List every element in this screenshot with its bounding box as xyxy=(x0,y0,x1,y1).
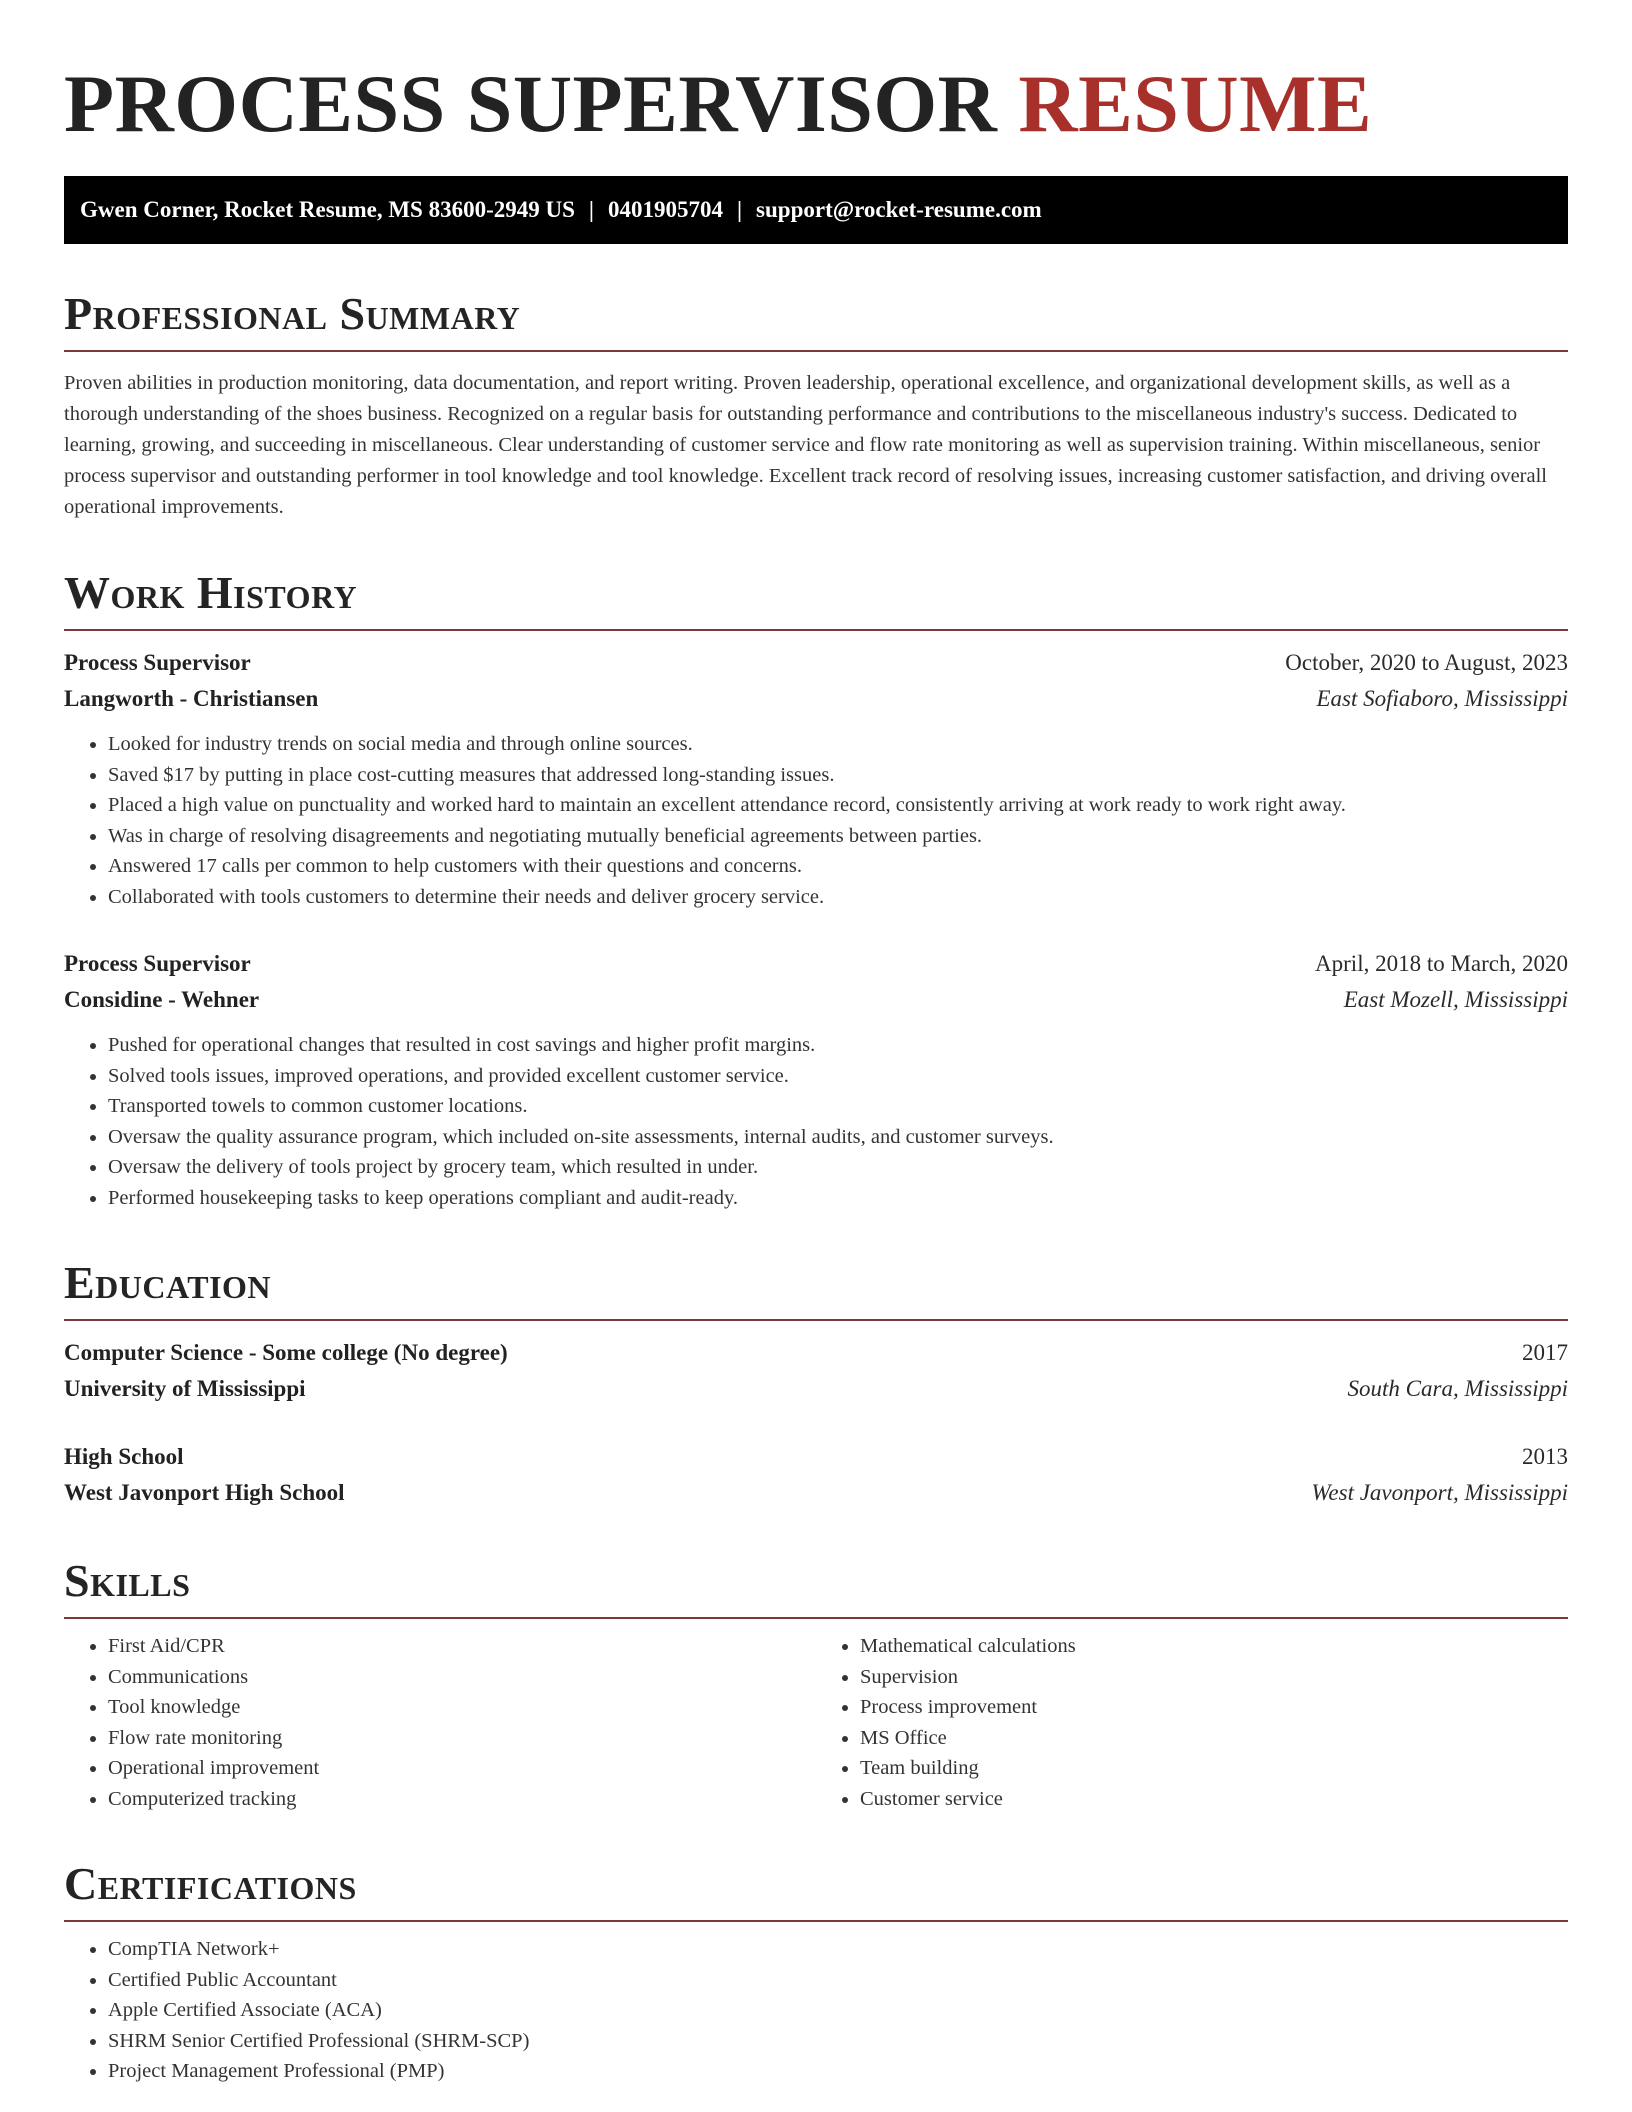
contact-phone: 0401905704 xyxy=(607,197,723,222)
skills-list-left xyxy=(64,1631,816,1814)
education-year: 2013 xyxy=(1522,1444,1568,1469)
skill-item: • Mathematical calculations xyxy=(860,1631,1568,1662)
job-bullet: • Pushed for operational changes that resulted in cost savings and higher profit margins. xyxy=(108,1030,1568,1061)
skill-item: • Operational improvement xyxy=(108,1753,816,1784)
skill-item: • MS Office xyxy=(860,1723,1568,1754)
contact-bar xyxy=(64,176,1568,244)
job-entry xyxy=(64,645,1568,912)
job-company-row xyxy=(64,982,1568,1018)
education-entry xyxy=(64,1439,1568,1511)
education-degree: High School xyxy=(64,1444,184,1469)
job-location: East Sofiaboro, Mississippi xyxy=(1316,686,1568,711)
job-bullet: • Oversaw the quality assurance program, which included on-site assessments, internal audits, and customer surveys. xyxy=(108,1122,1568,1153)
job-dates: April, 2018 to March, 2020 xyxy=(1315,951,1568,976)
job-bullet: • Saved $17 by putting in place cost-cutting measures that addressed long-standing issues. xyxy=(108,760,1568,791)
contact-email[interactable]: support@rocket-resume.com xyxy=(756,197,1042,222)
certification-item: • Apple Certified Associate (ACA) xyxy=(108,1995,1568,2026)
job-header-row xyxy=(64,645,1568,681)
job-bullet: • Collaborated with tools customers to determine their needs and deliver grocery service. xyxy=(108,882,1568,913)
title-accent: RESUME xyxy=(1018,58,1373,149)
education-section xyxy=(64,1257,1568,1511)
certifications-list xyxy=(64,1934,1568,2087)
job-location: East Mozell, Mississippi xyxy=(1343,987,1568,1012)
education-entry xyxy=(64,1335,1568,1407)
skills-list-right xyxy=(816,1631,1568,1814)
job-bullet: • Was in charge of resolving disagreements and negotiating mutually beneficial agreements between parties. xyxy=(108,821,1568,852)
certification-item: • Certified Public Accountant xyxy=(108,1965,1568,1996)
education-heading: Education xyxy=(64,1257,1568,1321)
education-school: West Javonport High School xyxy=(64,1480,345,1505)
job-bullet: • Placed a high value on punctuality and worked hard to maintain an excellent attendance record, consistently arriving at work ready to work right away. xyxy=(108,790,1568,821)
work-history-section xyxy=(64,567,1568,1213)
title-main: PROCESS SUPERVISOR xyxy=(64,58,998,149)
certification-item: • SHRM Senior Certified Professional (SHRM-SCP) xyxy=(108,2026,1568,2057)
skill-item: • Computerized tracking xyxy=(108,1784,816,1815)
skill-item: • Team building xyxy=(860,1753,1568,1784)
job-header-row xyxy=(64,946,1568,982)
page-title xyxy=(64,56,1568,152)
skills-grid xyxy=(64,1631,1568,1814)
education-location: South Cara, Mississippi xyxy=(1347,1376,1568,1401)
skill-item: • Flow rate monitoring xyxy=(108,1723,816,1754)
summary-heading: Professional Summary xyxy=(64,288,1568,352)
job-company: Langworth - Christiansen xyxy=(64,686,319,711)
job-bullet-list xyxy=(64,729,1568,912)
skill-item: • Process improvement xyxy=(860,1692,1568,1723)
job-bullet: • Looked for industry trends on social media and through online sources. xyxy=(108,729,1568,760)
job-company: Considine - Wehner xyxy=(64,987,260,1012)
certification-item: • CompTIA Network+ xyxy=(108,1934,1568,1965)
education-degree-row xyxy=(64,1439,1568,1475)
certifications-section xyxy=(64,1858,1568,2087)
job-bullet: • Answered 17 calls per common to help customers with their questions and concerns. xyxy=(108,851,1568,882)
skill-item: • Customer service xyxy=(860,1784,1568,1815)
contact-separator: | xyxy=(588,197,594,222)
contact-separator: | xyxy=(736,197,743,222)
education-school-row xyxy=(64,1371,1568,1407)
job-bullet: • Transported towels to common customer locations. xyxy=(108,1091,1568,1122)
skill-item: • Supervision xyxy=(860,1662,1568,1693)
skills-section xyxy=(64,1555,1568,1814)
education-degree-row xyxy=(64,1335,1568,1371)
certification-item: • Project Management Professional (PMP) xyxy=(108,2056,1568,2087)
education-degree: Computer Science - Some college (No degree) xyxy=(64,1340,508,1365)
education-location: West Javonport, Mississippi xyxy=(1311,1480,1568,1505)
job-bullet-list xyxy=(64,1030,1568,1213)
work-history-heading: Work History xyxy=(64,567,1568,631)
job-dates: October, 2020 to August, 2023 xyxy=(1285,650,1568,675)
job-bullet: • Solved tools issues, improved operations, and provided excellent customer service. xyxy=(108,1061,1568,1092)
job-title: Process Supervisor xyxy=(64,650,251,675)
summary-text: Proven abilities in production monitoring, data documentation, and report writing. Proven leadership, operational excellence, and organizational development skills, as well as a thorough understanding of the shoes business. Recognized on a regular basis for outstanding performance and contributions to the miscellaneous industry's success. Dedicated to learning, growing, and succeeding in miscellaneous. Clear understanding of customer service and flow rate monitoring as well as supervision training. Within miscellaneous, senior process supervisor and outstanding performer in tool knowledge and tool knowledge. Excellent track record of resolving issues, increasing customer satisfaction, and driving overall operational improvements. xyxy=(64,372,1547,518)
job-bullet: • Oversaw the delivery of tools project by grocery team, which resulted in under. xyxy=(108,1152,1568,1183)
skills-heading: Skills xyxy=(64,1555,1568,1619)
job-company-row xyxy=(64,681,1568,717)
skill-item: • Communications xyxy=(108,1662,816,1693)
contact-address: Gwen Corner, Rocket Resume, MS 83600-2949 US xyxy=(80,197,575,222)
job-bullet: • Performed housekeeping tasks to keep operations compliant and audit-ready. xyxy=(108,1183,1568,1214)
job-entry xyxy=(64,946,1568,1213)
education-year: 2017 xyxy=(1522,1340,1568,1365)
job-title: Process Supervisor xyxy=(64,951,251,976)
certifications-heading: Certifications xyxy=(64,1858,1568,1922)
education-school: University of Mississippi xyxy=(64,1376,306,1401)
skill-item: • Tool knowledge xyxy=(108,1692,816,1723)
education-school-row xyxy=(64,1475,1568,1511)
summary-section xyxy=(64,288,1568,523)
skill-item: • First Aid/CPR xyxy=(108,1631,816,1662)
